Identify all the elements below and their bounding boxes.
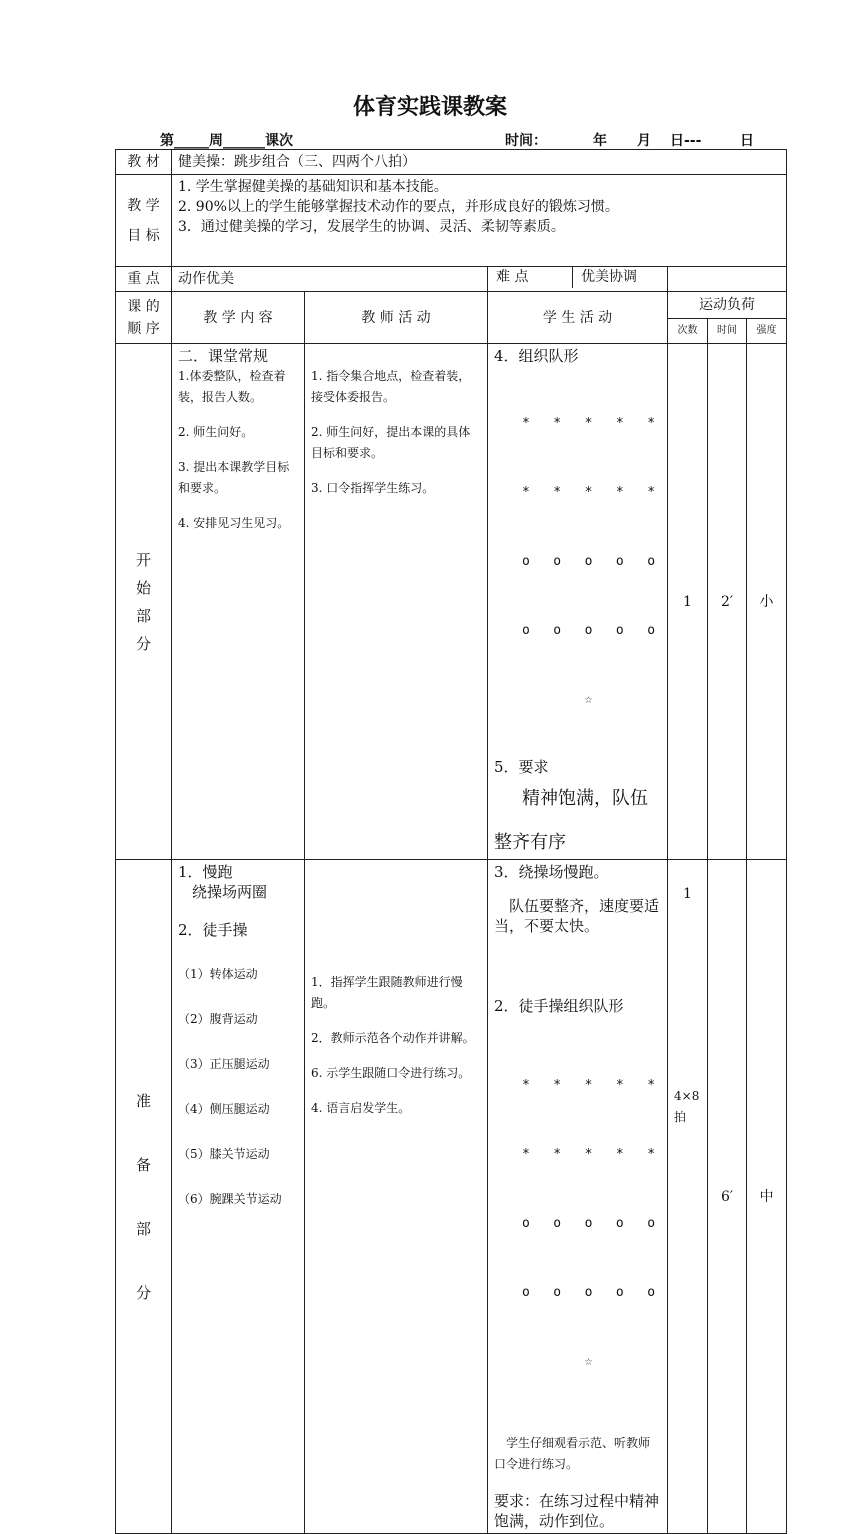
goal-item: 2. 90%以上的学生能够掌握技术动作的要点，并形成良好的锻炼习惯。 [178,199,619,215]
intensity-header: 强度 [747,319,787,344]
time-label: 时间： [505,133,547,149]
keypoint-label: 重 点 [116,267,172,292]
start-count: 1 [668,344,708,860]
teacher-star-icon: ☆ [522,692,593,707]
page-title: 体育实践课教案 [352,95,507,120]
goals-label: 教 学 目 标 [116,175,172,267]
order-header: 课 的 顺 序 [116,292,172,344]
prep-time: 6′ [708,860,747,1534]
year-label: 年 [593,133,607,149]
material-row [116,150,787,175]
goals-row [116,175,787,267]
keypoint-row [116,267,787,292]
formation-diagram: * * * * * * * * * * o o o o o o o o o o ☆ [494,366,661,757]
section-start-content: 二．课堂常规 1.体委整队，检查着装，报告人数。 2. 师生问好。 3. 提出本课教学目标和要求。 4. 安排见习生见习。 [172,344,305,860]
difficulty-label: 难 点 [488,267,573,288]
section-start-label: 开 始 部 分 [116,344,172,860]
section-start-student: 4．组织队形 * * * * * * * * * * o o o o o o o o o o ☆ 5．要求 精神饱满，队伍 整齐有序 [488,344,668,860]
difficulty-value: 优美协调 [581,269,637,285]
goals-list [172,175,787,267]
prep-count: 1 4×8拍 [668,860,708,1534]
student-header: 学 生 活 动 [488,292,668,344]
section-prep-content: 1．慢跑 绕操场两圈 2．徒手操 （1）转体运动 （2）腹背运动 （3）正压腿运动 （4）侧压腿运动 （5）膝关节运动 （6）腕踝关节运动 [172,860,305,1534]
teacher-header: 教 师 活 动 [305,292,488,344]
lesson-plan-table [115,149,787,1534]
prep-intensity: 中 [747,860,787,1534]
section-start-row [116,344,787,860]
teacher-star-icon: ☆ [522,1354,593,1369]
header-row [116,292,787,319]
count-header: 次数 [668,319,708,344]
time-header: 时间 [708,319,747,344]
start-intensity: 小 [747,344,787,860]
section-start-teacher: 1. 指令集合地点，检查着装，接受体委报告。 2. 师生问好，提出本课的具体目标和要求。 3. 口令指挥学生练习。 [305,344,488,860]
load-header: 运动负荷 [668,292,787,319]
material-value: 健美操：跳步组合（三、四两个八拍） [172,150,787,175]
goal-item: 3．通过健美操的学习，发展学生的协调、灵活、柔韧等素质。 [178,219,565,235]
section-prep-row [116,860,787,1534]
day-to-label: 日 [740,133,754,149]
section-prep-teacher: 1．指挥学生跟随教师进行慢跑。 2．教师示范各个动作并讲解。 6. 示学生跟随口令进行练习。 4. 语言启发学生。 [305,860,488,1534]
day-from-label: 日--- [670,133,702,149]
week-field: 第_____周______课次 [160,133,293,149]
difficulty-cell [488,267,668,292]
month-label: 月 [637,133,651,149]
goal-item: 1. 学生掌握健美操的基础知识和基本技能。 [178,179,448,195]
section-prep-label: 准 备 部 分 [116,860,172,1534]
start-time: 2′ [708,344,747,860]
keypoint-value: 动作优美 [172,267,488,292]
material-label: 教 材 [116,150,172,175]
section-prep-student: 3．绕操场慢跑。 队伍要整齐，速度要适当，不要太快。 2．徒手操组织队形 * * * * * * * * * * o o o o o o o o o o ☆ 学生仔细观看示范、听教师口令进行练习。 要求：在练习过程中精神饱满，动作到位。 [488,860,668,1534]
content-header: 教 学 内 容 [172,292,305,344]
formation-diagram: * * * * * * * * * * o o o o o o o o o o ☆ [494,1028,661,1419]
